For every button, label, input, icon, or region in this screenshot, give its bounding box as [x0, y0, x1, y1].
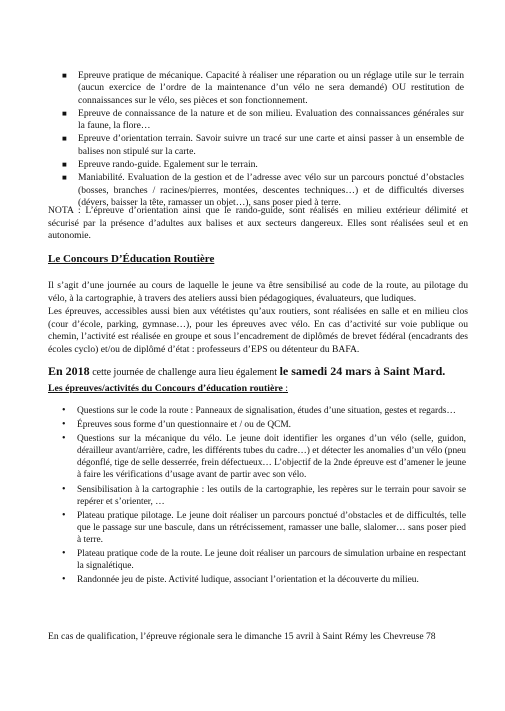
list-item	[62, 548, 466, 572]
bullet-icon: •	[62, 548, 66, 560]
list-item	[62, 70, 464, 107]
bullet-icon: •	[62, 433, 66, 445]
list-item	[62, 574, 466, 586]
bullet-icon: •	[62, 509, 66, 521]
date-announcement	[48, 362, 478, 380]
bullet-icon: ■	[62, 160, 67, 170]
event-date: le samedi 24 mars à Saint Mard.	[279, 364, 446, 378]
list-item-text: Épreuves sous forme d’un questionnaire et / ou de QCM.	[77, 420, 292, 431]
qualification-paragraph: En cas de qualification, l’épreuve régionale sera le dimanche 15 avril à Saint Rémy les Chevreuse 78	[48, 631, 436, 642]
bullet-icon: ■	[62, 173, 67, 183]
list-item	[62, 419, 466, 431]
list-item-text: Sensibilisation à la cartographie : les outils de la cartographie, les repères sur le terrain pour savoir se repérer et s’orienter, …	[77, 484, 466, 507]
list-item-text: Randonnée jeu de piste. Activité ludique, associant l’orientation et la découverte du milieu.	[77, 575, 419, 586]
list-item-text: Epreuve pratique de mécanique. Capacité à réaliser une réparation ou un réglage utile sur le terrain (aucun exercice de l’ordre de la maintenance d’un vélo ne sera demandé) OU restitution de connaissances sur le vélo, ses pièces et son fonctionnement.	[78, 70, 464, 106]
list-item	[62, 133, 464, 158]
list-item	[62, 484, 466, 508]
list-item-text: Epreuve rando-guide. Egalement sur le terrain.	[78, 159, 258, 171]
activities-heading-title: Les épreuves/activités du Concours d’éducation routière	[48, 383, 283, 394]
year-label: En 2018	[48, 364, 90, 378]
bullet-icon: ■	[62, 108, 67, 118]
bullet-icon: •	[62, 405, 66, 416]
list-item-text: Questions sur le code la route : Panneaux de signalisation, études d’une situation, gestes et regards…	[77, 406, 456, 416]
list-item	[62, 159, 464, 171]
bullet-icon: •	[62, 483, 66, 495]
mtb-events-list	[62, 70, 464, 210]
bullet-icon: ■	[62, 134, 67, 144]
list-item-text: Epreuve de connaissance de la nature et de son milieu. Evaluation des connaissances générales sur la faune, la flore…	[78, 107, 464, 132]
list-item	[62, 510, 466, 546]
list-item	[62, 108, 464, 133]
activities-heading-colon: :	[282, 383, 289, 394]
bullet-icon: •	[62, 419, 66, 431]
events-paragraph: Les épreuves, accessibles aussi bien aux vététistes qu’aux routiers, sont réalisées en salle et en milieu clos (cour d’école, parking, gymnase…), pour les épreuves avec vélo. En cas d’activité sur voie publique ou chemin, l’activité est réalisée en groupe et sous l’encadrement de diplômés de brevet fédéral (encadrants des écoles cyclo) et/ou de diplômé d’état : professeurs d’EPS ou détenteur du BAFA.	[48, 306, 468, 355]
list-item-text: Epreuve d’orientation terrain. Savoir suivre un tracé sur une carte et ainsi passer à un ensemble de balises non stipulé sur la carte.	[78, 133, 464, 157]
list-item-text: Questions sur la mécanique du vélo. Le jeune doit identifier les organes d’un vélo (selle, guidon, dérailleur avant/arrière, cadre, les différents tubes du cadre…) et détecter les anomalies d’un vélo (pneu dégonflé, tige de selle desserrée, frein défectueux… L’objectif de la 2nde épreuve est d’amener le jeune à faire les vérifications d’usage avant de partir avec son vélo.	[77, 434, 466, 481]
activities-list	[62, 405, 466, 588]
list-item	[62, 405, 466, 417]
list-item	[62, 433, 466, 481]
nota-paragraph: NOTA : L’épreuve d’orientation ainsi que le rando-guide, sont réalisés en milieu extérieur délimité et sécurisé par la présence d’adultes aux balises et aux secteurs dangereux. Elles sont réalisées seul et en autonomie.	[48, 205, 468, 242]
intro-paragraph: Il s’agit d’une journée au cours de laquelle le jeune va être sensibilisé au code de la route, au pilotage du vélo, à la cartographie, à travers des ateliers aussi bien pédagogiques, évaluateurs, que ludiques.	[48, 280, 468, 304]
section-title: Le Concours D’Éducation Routière	[48, 253, 215, 265]
list-item-text: Plateau pratique code de la route. Le jeune doit réaliser un parcours de simulation urbaine en respectant la signalétique.	[77, 549, 466, 572]
list-item	[62, 172, 464, 209]
announcement-text: cette journée de challenge aura lieu également	[89, 367, 280, 378]
list-item-text: Plateau pratique pilotage. Le jeune doit réaliser un parcours ponctué d’obstacles et de difficultés, telle que le passage sur une bascule, dans un rétrécissement, ramasser une balle, slalomer… sans poser pied à terre.	[77, 510, 466, 545]
bullet-icon: ■	[62, 71, 67, 80]
bullet-icon: •	[62, 574, 66, 586]
activities-heading	[48, 383, 288, 394]
list-item-text: Maniabilité. Evaluation de la gestion et de l’adresse avec vélo sur un parcours ponctué d’obstacles (bosses, branches / racines/pierres, montées, descentes techniques…) et de difficultés diverses (dévers, baisser la tête, ramasser un objet…), sans poser pied à terre.	[78, 172, 464, 208]
